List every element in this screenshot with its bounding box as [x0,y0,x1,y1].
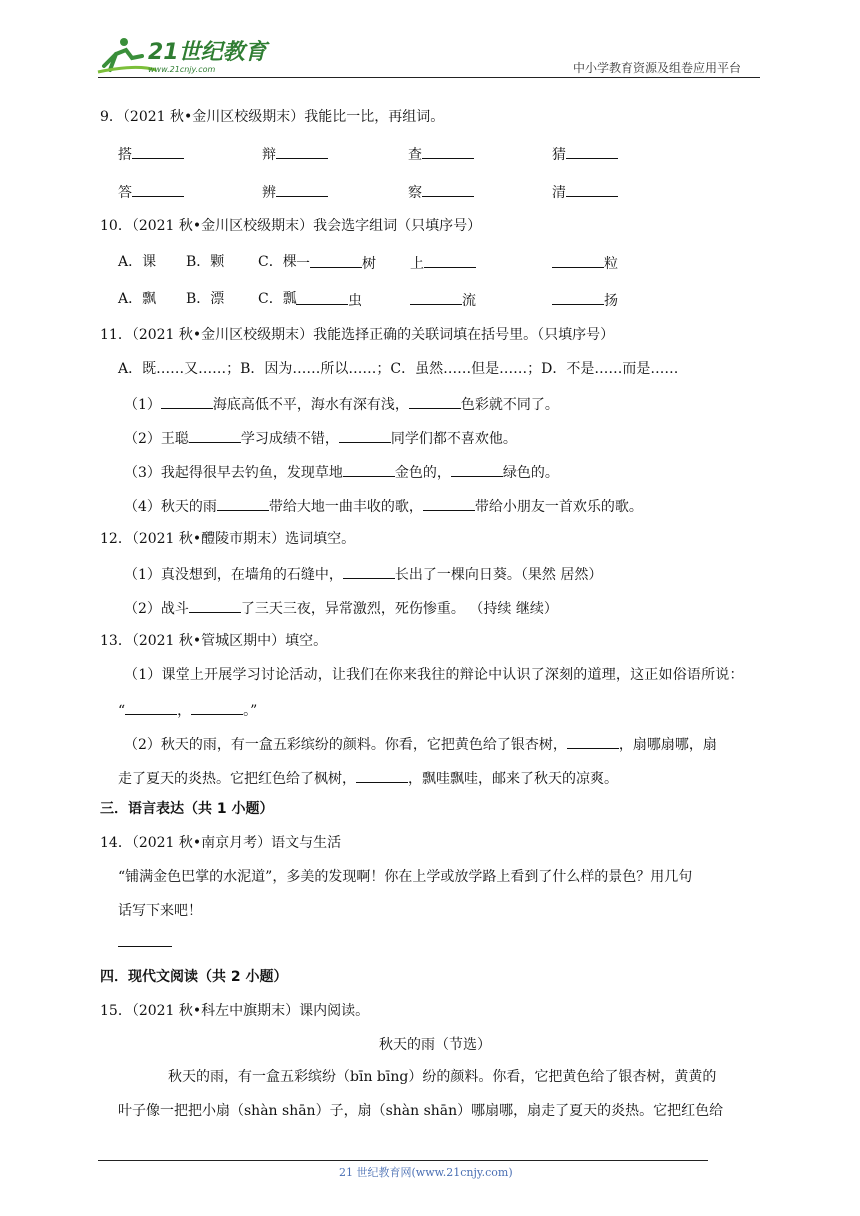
q11-options: A．既……又……；B．因为……所以……；C．虽然……但是……；D．不是……而是…… [118,361,679,377]
q9-word: 答 [118,184,184,200]
option: B．漂 [186,291,225,307]
passage-line: 秋天的雨，有一盒五彩缤纷（bīn bīng）纷的颜料。你看，它把黄色给了银杏树，黄黄的 [168,1069,717,1085]
q10-word: 上 [410,255,476,271]
option: A．飘 [118,291,157,307]
q13-item2-line2: 走了夏天的炎热。它把红色给了枫树， ，飘哇飘哇，邮来了秋天的凉爽。 [118,771,618,787]
section-heading: 三．语言表达（共 1 小题） [100,801,274,817]
q12-item: （2）战斗 了三天三夜，异常激烈，死伤惨重。 （持续 继续） [124,601,558,617]
answer-blank[interactable] [343,464,395,477]
option: C．棵 [258,254,297,270]
q11-stem: 11．（2021 秋•金川区校级期末）我能选择正确的关联词填在括号里。（只填序号） [100,327,615,343]
answer-blank[interactable] [422,184,474,197]
option: A．课 [118,254,157,270]
q10-stem: 10．（2021 秋•金川区校级期末）我会选字组词（只填序号） [100,218,482,234]
header-divider [98,77,760,78]
answer-blank[interactable] [339,430,391,443]
answer-blank[interactable] [276,146,328,159]
answer-blank[interactable] [310,255,362,268]
answer-blank[interactable] [423,498,475,511]
answer-blank[interactable] [191,702,243,715]
answer-blank[interactable] [566,146,618,159]
q11-item: （1） 海底高低不平，海水有深有浅， 色彩就不同了。 [124,397,559,413]
q11-item: （3）我起得很早去钓鱼，发现草地 金色的， 绿色的。 [124,465,559,481]
q14-line1: “铺满金色巴掌的水泥道”，多美的发现啊！你在上学或放学路上看到了什么样的景色？用几句 [118,869,693,885]
answer-blank[interactable] [422,146,474,159]
q9-word: 查 [408,146,474,162]
q10-word: 扬 [552,292,618,308]
answer-blank[interactable] [567,736,619,749]
q14-line2: 话写下来吧！ [118,903,202,919]
platform-title: 中小学教育资源及组卷应用平台 [573,61,742,75]
answer-blank[interactable] [125,702,177,715]
answer-blank[interactable] [161,396,213,409]
passage-title: 秋天的雨（节选） [379,1037,491,1053]
q12-stem: 12．（2021 秋•醴陵市期末）选词填空。 [100,531,356,547]
q9-word: 辩 [262,146,328,162]
q9-word: 搭 [118,146,184,162]
q14-stem: 14．（2021 秋•南京月考）语文与生活 [100,835,342,851]
q10-word: 虫 [296,292,362,308]
answer-blank[interactable] [189,430,241,443]
q9-word: 察 [408,184,474,200]
answer-blank[interactable] [552,255,604,268]
q13-item2-line1: （2）秋天的雨，有一盒五彩缤纷的颜料。你看，它把黄色给了银杏树， ，扇哪扇哪，扇 [124,737,717,753]
section-heading: 四．现代文阅读（共 2 小题） [100,969,288,985]
answer-blank[interactable] [276,184,328,197]
answer-blank[interactable] [356,770,408,783]
q11-item: （4）秋天的雨 带给大地一曲丰收的歌， 带给小朋友一首欢乐的歌。 [124,499,643,515]
q11-item: （2）王聪 学习成绩不错， 同学们都不喜欢他。 [124,431,517,447]
answer-blank[interactable] [410,292,462,305]
q9-word: 辨 [262,184,328,200]
answer-blank[interactable] [118,946,172,947]
answer-blank[interactable] [217,498,269,511]
logo-text: 21世纪教育 [148,40,267,65]
q10-word: 粒 [552,255,618,271]
q13-item1-line2: “ ， 。” [118,703,258,719]
site-logo [96,36,266,76]
answer-blank[interactable] [296,292,348,305]
q13-item1-line1: （1）课堂上开展学习讨论活动，让我们在你来我往的辩论中认识了深刻的道理，这正如俗语所说： [124,667,744,683]
answer-blank[interactable] [189,600,241,613]
answer-blank[interactable] [451,464,503,477]
answer-blank[interactable] [132,146,184,159]
q9-word: 猜 [552,146,618,162]
option: C．瓢 [258,291,297,307]
answer-blank[interactable] [424,255,476,268]
q15-stem: 15．（2021 秋•科左中旗期末）课内阅读。 [100,1003,370,1019]
answer-blank[interactable] [132,184,184,197]
q10-word: 一 树 [296,256,376,272]
answer-blank[interactable] [566,184,618,197]
footer-text: 21 世纪教育网(www.21cnjy.com) [339,1166,513,1179]
option: B．颗 [186,254,225,270]
logo-url: www.21cnjy.com [148,65,216,74]
passage-line: 叶子像一把把小扇（shàn shān）子，扇（shàn shān）哪扇哪，扇走了夏天的炎热。它把红色给 [118,1103,724,1119]
answer-blank[interactable] [343,566,395,579]
answer-blank[interactable] [552,292,604,305]
answer-blank[interactable] [409,396,461,409]
q13-stem: 13．（2021 秋•管城区期中）填空。 [100,633,328,649]
q9-word: 清 [552,184,618,200]
q9-stem: 9．（2021 秋•金川区校级期末）我能比一比，再组词。 [100,109,445,125]
footer-divider [98,1160,708,1161]
q12-item: （1）真没想到，在墙角的石缝中， 长出了一棵向日葵。（果然 居然） [124,567,603,583]
q10-word: 流 [410,292,476,308]
